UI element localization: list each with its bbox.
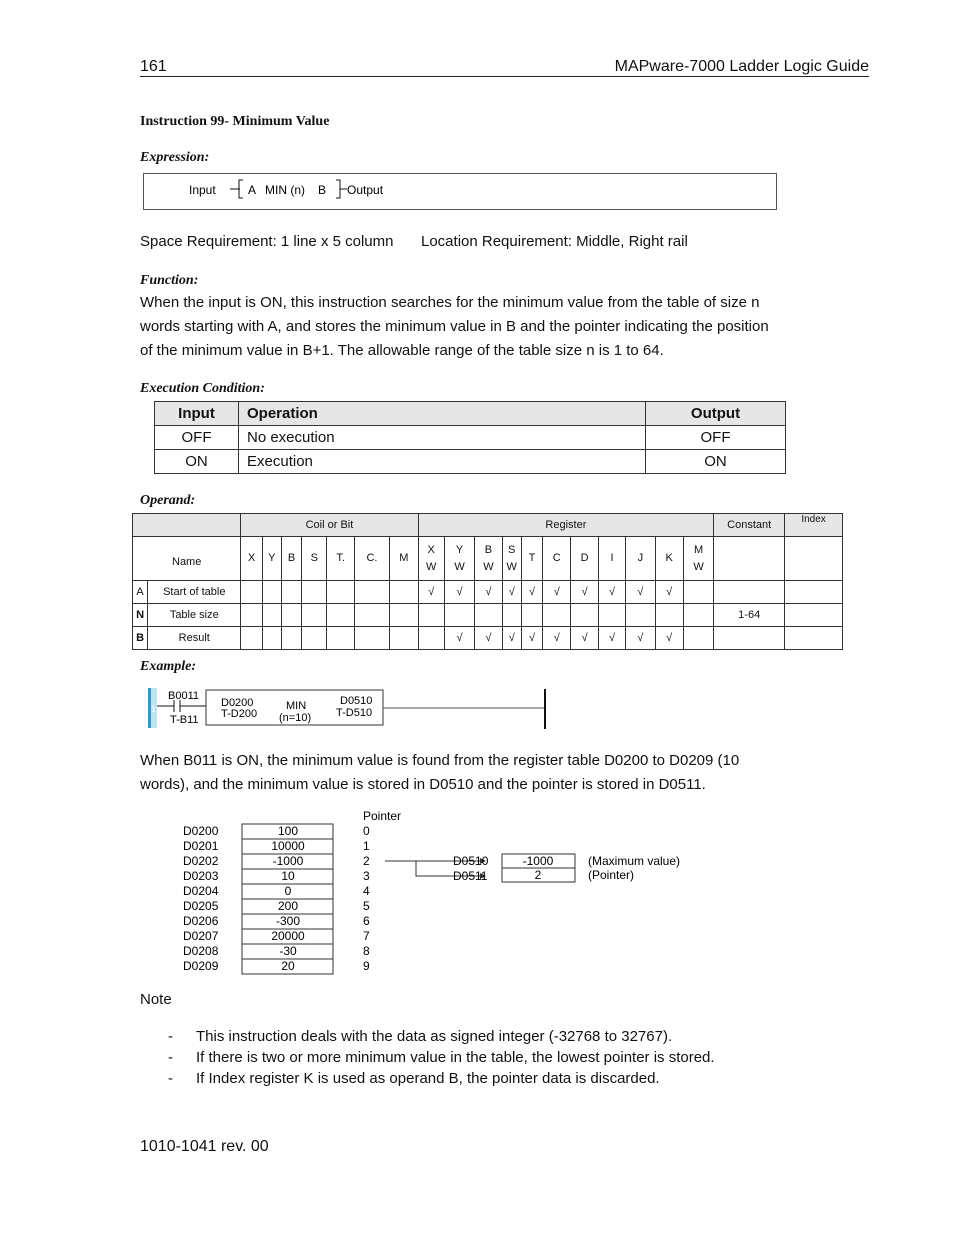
operand-col-header [521,537,542,581]
table-row [133,627,843,650]
operand-label: Start of table [148,581,241,604]
empty-cell [683,581,713,604]
page-number: 161 [140,58,167,75]
register-label: D0206 [183,914,219,928]
empty-cell [302,604,327,627]
operand-col-label: X [427,543,435,556]
ladder-diagram [148,688,558,730]
empty-cell [241,604,262,627]
result-value-0: -1000 [522,854,554,868]
result-label-1: (Pointer) [588,868,635,882]
pointer-index: 0 [363,824,370,838]
expr-a-label: A [248,183,257,197]
col-output: Output [646,402,786,426]
expression-diagram [144,174,776,209]
empty-cell [502,604,521,627]
function-line: of the minimum value in B+1. The allowable range of the table size n is 1 to 64. [140,342,664,359]
pointer-index: 1 [363,839,370,853]
operand-col-header [444,537,474,581]
operand-col-header [475,537,502,581]
empty-cell [475,604,502,627]
empty-cell [655,604,683,627]
pointer-index: 3 [363,869,370,883]
operand-col-label: K [665,552,673,564]
register-label: D0200 [183,824,219,838]
operand-heading: Operand: [140,493,196,508]
empty-cell [626,604,655,627]
register-value: 10000 [271,839,305,853]
register-value: 0 [284,884,292,898]
check-mark: √ [444,627,474,650]
operand-col-label: M [399,552,409,564]
register-value: 20000 [271,929,305,943]
empty-cell [262,627,281,650]
operand-col-label: I [610,552,614,564]
empty-cell [354,627,389,650]
operand-col-header [626,537,655,581]
expr-output-label: Output [347,183,384,197]
cell-input: OFF [155,426,239,450]
document-title: MAPware-7000 Ladder Logic Guide [614,58,869,75]
expr-input-label: Input [189,183,216,197]
rung-number: 1 [151,705,156,714]
space-requirement: Space Requirement: 1 line x 5 column [140,233,394,250]
table-header-row [155,402,786,426]
operand-index [785,604,843,627]
location-requirement: Location Requirement: Middle, Right rail [421,233,688,250]
empty-cell [354,604,389,627]
empty-cell [390,581,418,604]
ladder-b-bottom: T-D510 [336,707,373,719]
operand-col-header [302,537,327,581]
operand-col-label: W [483,560,494,573]
operand-col-header [241,537,262,581]
expr-func-label: MIN (n) [265,183,305,197]
operand-col-header [262,537,281,581]
operand-constant [714,581,785,604]
empty-cell [683,604,713,627]
operand-table [132,513,843,650]
note-item-text: If there is two or more minimum value in the table, the lowest pointer is stored. [196,1049,715,1066]
operand-col-header [327,537,354,581]
operand-label: Result [148,627,241,650]
register-label: D0209 [183,959,219,973]
empty-cell [302,627,327,650]
operand-col-label: M [693,543,704,556]
operand-col-header [543,537,571,581]
function-text [140,291,840,363]
operand-col-label: B [484,543,493,556]
operand-col-label: T. [336,552,345,564]
check-mark: √ [571,627,598,650]
register-label: D0204 [183,884,219,898]
register-value: -30 [279,944,297,958]
register-value: 10 [281,869,295,883]
group-coil: Coil or Bit [241,514,418,537]
register-table-diagram [180,806,700,980]
empty-cell [327,604,354,627]
check-mark: √ [543,627,571,650]
pointer-index: 5 [363,899,370,913]
check-mark: √ [475,581,502,604]
group-register: Register [418,514,714,537]
group-index: Index [785,514,843,537]
register-value: 100 [277,824,299,838]
expression-heading: Expression: [140,150,210,165]
pointer-index: 6 [363,914,370,928]
check-mark: √ [418,581,444,604]
empty-cell [390,627,418,650]
empty-cell [281,604,301,627]
operand-constant [714,627,785,650]
contact-bottom: T-B11 [170,714,199,726]
operand-label: Table size [148,604,241,627]
empty-cell [327,627,354,650]
operand-key: N [133,604,148,627]
operand-col-label: C [552,552,561,564]
ladder-a-top: D0200 [221,697,254,709]
col-input: Input [155,402,239,426]
blank-corner [133,514,241,537]
pointer-index: 2 [363,854,370,868]
operand-col-header [281,537,301,581]
pointer-index: 4 [363,884,370,898]
name-header: Name [133,537,241,581]
operand-col-header [502,537,521,581]
table-row [133,604,843,627]
register-value: -1000 [272,854,304,868]
empty-cell [241,581,262,604]
footer-revision: 1010-1041 rev. 00 [140,1138,269,1155]
register-value: 200 [277,899,299,913]
check-mark: √ [502,581,521,604]
operand-col-label: W [426,560,437,573]
operand-col-label: S [508,543,516,556]
empty-cell [521,604,542,627]
register-value: -300 [275,914,301,928]
constant-header-cell [714,537,785,581]
pointer-index: 7 [363,929,370,943]
empty-cell [262,581,281,604]
group-constant: Constant [714,514,785,537]
index-header-cell [785,537,843,581]
check-mark: √ [475,627,502,650]
empty-cell [241,627,262,650]
pointer-index: 8 [363,944,370,958]
operand-col-header [571,537,598,581]
empty-cell [281,581,301,604]
example-line: When B011 is ON, the minimum value is found from the register table D0200 to D0209 (10 [140,752,740,769]
pointer-label: Pointer [363,809,402,823]
operand-col-header [354,537,389,581]
cell-output: OFF [646,426,786,450]
empty-cell [390,604,418,627]
register-label: D0202 [183,854,219,868]
result-value-1: 2 [534,868,542,882]
empty-cell [543,604,571,627]
operand-key: A [133,581,148,604]
check-mark: √ [521,627,542,650]
operand-col-label: Y [455,543,464,556]
expr-b-label: B [318,183,327,197]
check-mark: √ [626,581,655,604]
empty-cell [354,581,389,604]
cell-operation: Execution [239,450,646,474]
operand-constant: 1-64 [714,604,785,627]
empty-cell [418,627,444,650]
empty-cell [418,604,444,627]
note-item-text: If Index register K is used as operand B, the pointer data is discarded. [196,1070,660,1087]
operand-col-label: W [506,560,517,573]
function-line: words starting with A, and stores the minimum value in B and the pointer indicating the position [140,318,769,335]
check-mark: √ [521,581,542,604]
pointer-index: 9 [363,959,370,973]
cell-input: ON [155,450,239,474]
instruction-title: Instruction 99- Minimum Value [140,114,330,129]
check-mark: √ [598,627,625,650]
operand-col-label: B [287,552,296,564]
check-mark: √ [571,581,598,604]
register-label: D0205 [183,899,219,913]
table-row [133,581,843,604]
check-mark: √ [655,581,683,604]
register-value: 20 [281,959,295,973]
empty-cell [683,627,713,650]
check-mark: √ [626,627,655,650]
operand-col-label: J [637,552,644,564]
check-mark: √ [655,627,683,650]
operand-col-label: T [528,552,536,564]
ladder-b-top: D0510 [340,695,373,707]
table-row [155,426,786,450]
table-row [155,450,786,474]
function-heading: Function: [140,273,199,288]
check-mark: √ [543,581,571,604]
register-label: D0201 [183,839,219,853]
operand-index [785,581,843,604]
execution-heading: Execution Condition: [140,381,265,396]
operand-header-row [133,537,843,581]
operand-col-header [598,537,625,581]
empty-cell [444,604,474,627]
result-reg-0: D0510 [453,854,489,868]
ladder-a-bottom: T-D200 [221,708,258,720]
example-description [140,749,840,797]
result-reg-1: D0511 [453,869,488,883]
operand-group-row [133,514,843,537]
empty-cell [327,581,354,604]
col-operation: Operation [239,402,646,426]
operand-col-header [683,537,713,581]
ladder-n: (n=10) [279,712,312,724]
operand-key: B [133,627,148,650]
execution-table [154,401,786,474]
check-mark: √ [502,627,521,650]
empty-cell [302,581,327,604]
header-rule [140,76,869,77]
operand-col-label: X [247,552,256,564]
empty-cell [571,604,598,627]
ladder-func: MIN [286,700,307,712]
cell-output: ON [646,450,786,474]
operand-col-label: W [693,560,704,573]
example-line: words), and the minimum value is stored in D0510 and the pointer is stored in D0511. [140,776,706,793]
function-line: When the input is ON, this instruction searches for the minimum value from the table of size n [140,294,760,311]
empty-cell [598,604,625,627]
check-mark: √ [444,581,474,604]
check-mark: √ [598,581,625,604]
operand-col-header [390,537,418,581]
cell-operation: No execution [239,426,646,450]
operand-col-label: D [580,552,589,564]
register-label: D0208 [183,944,219,958]
operand-col-header [418,537,444,581]
operand-col-label: C. [366,552,378,564]
note-title: Note [140,991,172,1008]
operand-index [785,627,843,650]
empty-cell [262,604,281,627]
register-label: D0207 [183,929,219,943]
operand-col-header [655,537,683,581]
register-label: D0203 [183,869,219,883]
result-label-0: (Maximum value) [588,854,681,868]
operand-col-label: Y [268,552,276,564]
empty-cell [281,627,301,650]
example-table-figure [180,806,700,985]
example-heading: Example: [140,659,196,674]
contact-top: B0011 [168,690,199,702]
operand-col-label: W [454,560,465,573]
operand-col-label: S [310,552,318,564]
note-item-text: This instruction deals with the data as signed integer (-32768 to 32767). [196,1028,673,1045]
example-ladder [148,688,558,735]
expression-box [143,173,777,210]
